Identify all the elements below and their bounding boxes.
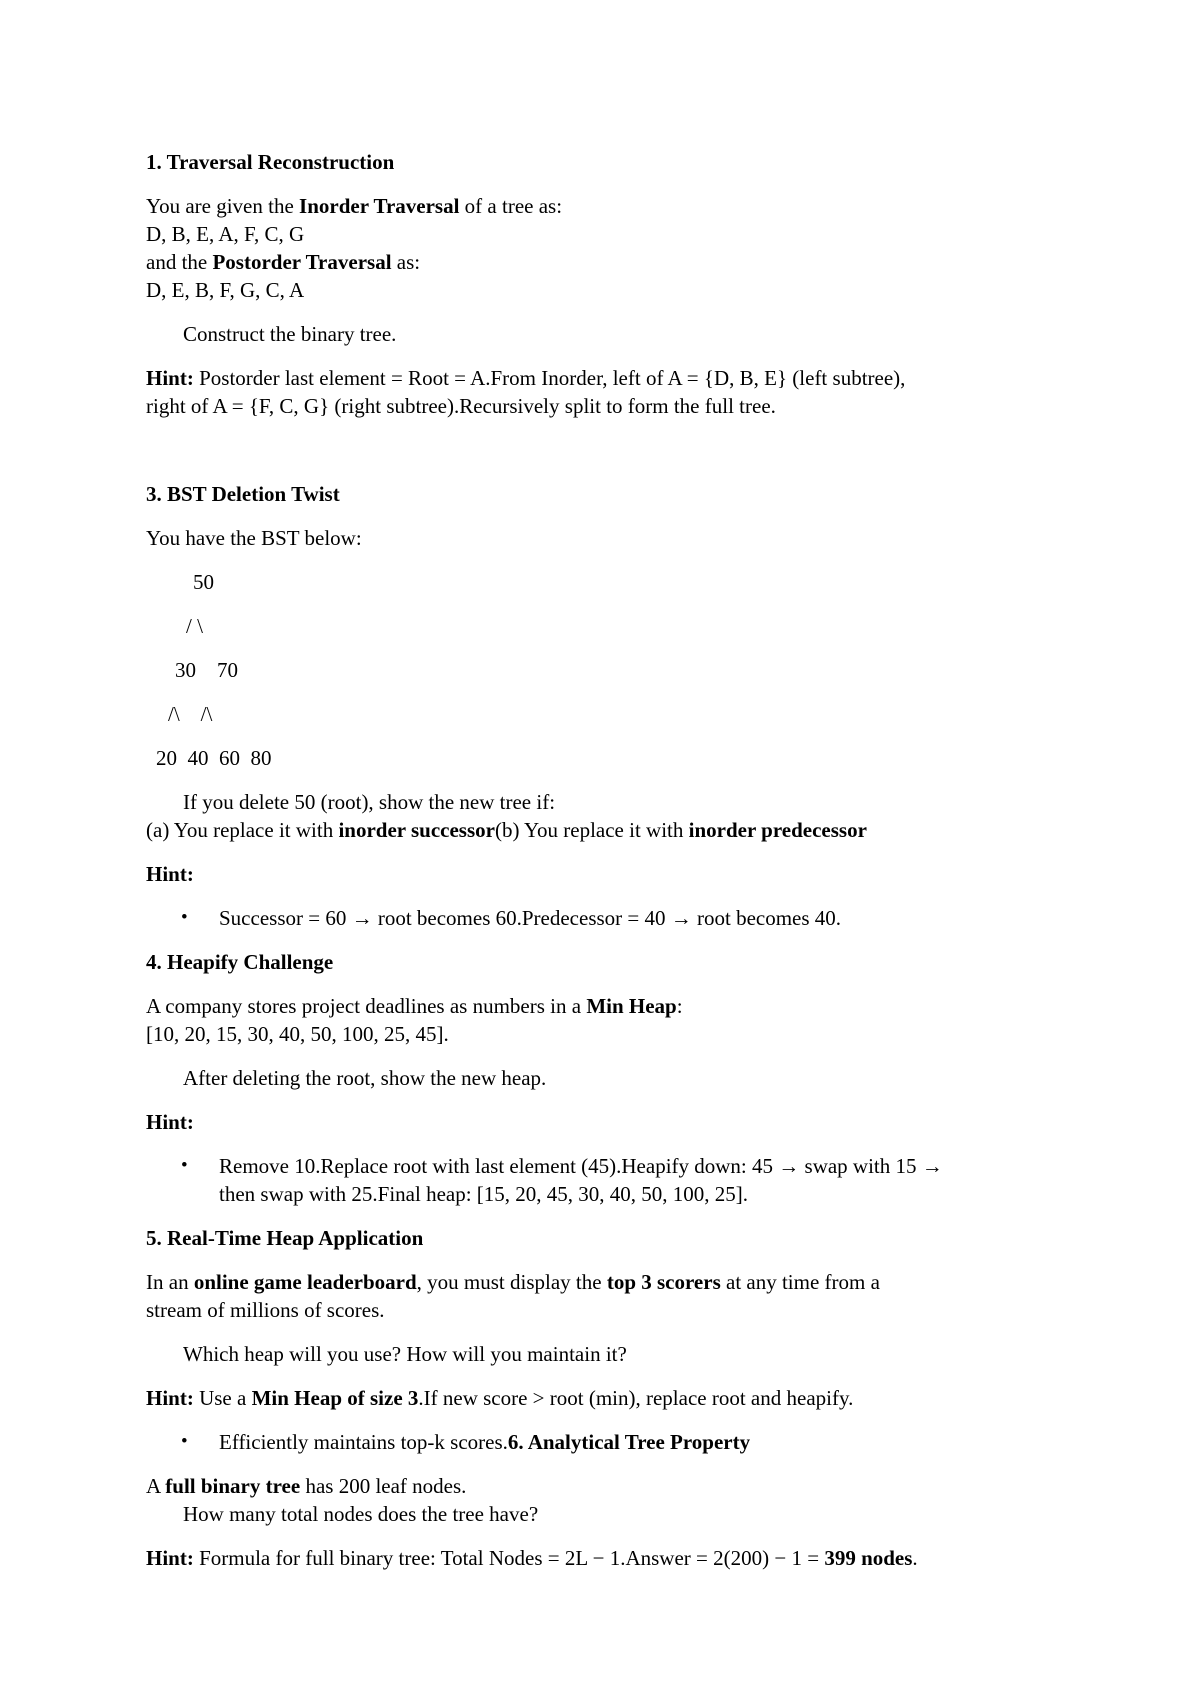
q5-hint-bullet: Efficiently maintains top-k scores.6. Analytical Tree Property [219, 1430, 751, 1454]
q4-heap-array: [10, 20, 15, 30, 40, 50, 100, 25, 45]. [146, 1022, 449, 1046]
q3-heading: 3. BST Deletion Twist [146, 482, 340, 506]
q4-hint-bullet-line-1: Remove 10.Replace root with last element (45).Heapify down: 45 → swap with 15 → [219, 1154, 943, 1178]
q1-heading: 1. Traversal Reconstruction [146, 150, 395, 174]
q5-task: Which heap will you use? How will you maintain it? [183, 1342, 627, 1366]
q5-intro-line-1: In an online game leaderboard, you must display the top 3 scorers at any time from a [146, 1270, 880, 1294]
bst-root-branches: / \ [186, 614, 203, 638]
q1-hint-line-1: Hint: Postorder last element = Root = A.From Inorder, left of A = {D, B, E} (left subtree), [146, 366, 906, 390]
q4-heading: 4. Heapify Challenge [146, 950, 334, 974]
q6-task: How many total nodes does the tree have? [183, 1502, 539, 1526]
bullet-icon: • [181, 1431, 188, 1452]
bst-level-2-branches: /\ /\ [168, 702, 213, 726]
q5-hint: Hint: Use a Min Heap of size 3.If new score > root (min), replace root and heapify. [146, 1386, 854, 1410]
bullet-icon: • [181, 1155, 188, 1176]
q1-inorder-sequence: D, B, E, A, F, C, G [146, 222, 305, 246]
q6-hint: Hint: Formula for full binary tree: Total Nodes = 2L − 1.Answer = 2(200) − 1 = 399 nodes. [146, 1546, 918, 1570]
q5-intro-line-2: stream of millions of scores. [146, 1298, 385, 1322]
q3-hint-label: Hint: [146, 862, 194, 886]
bst-leaf-nodes: 20 40 60 80 [156, 746, 272, 770]
bst-root-node: 50 [193, 570, 214, 594]
q5-heading: 5. Real-Time Heap Application [146, 1226, 424, 1250]
q1-task: Construct the binary tree. [183, 322, 397, 346]
q1-postorder-intro: and the Postorder Traversal as: [146, 250, 421, 274]
q3-options: (a) You replace it with inorder successor(b) You replace it with inorder predecessor [146, 818, 867, 842]
q3-hint-bullet: Successor = 60 → root becomes 60.Predecessor = 40 → root becomes 40. [219, 906, 842, 930]
bst-level-2-nodes: 30 70 [175, 658, 238, 682]
q1-hint-line-2: right of A = {F, C, G} (right subtree).Recursively split to form the full tree. [146, 394, 776, 418]
q4-task: After deleting the root, show the new heap. [183, 1066, 547, 1090]
bullet-icon: • [181, 907, 188, 928]
q1-postorder-sequence: D, E, B, F, G, C, A [146, 278, 305, 302]
q4-hint-label: Hint: [146, 1110, 194, 1134]
q3-task: If you delete 50 (root), show the new tree if: [183, 790, 556, 814]
q4-hint-bullet-line-2: then swap with 25.Final heap: [15, 20, 45, 30, 40, 50, 100, 25]. [219, 1182, 749, 1206]
q4-intro: A company stores project deadlines as numbers in a Min Heap: [146, 994, 683, 1018]
q3-intro: You have the BST below: [146, 526, 362, 550]
q6-intro: A full binary tree has 200 leaf nodes. [146, 1474, 467, 1498]
q1-inorder-intro: You are given the Inorder Traversal of a tree as: [146, 194, 563, 218]
